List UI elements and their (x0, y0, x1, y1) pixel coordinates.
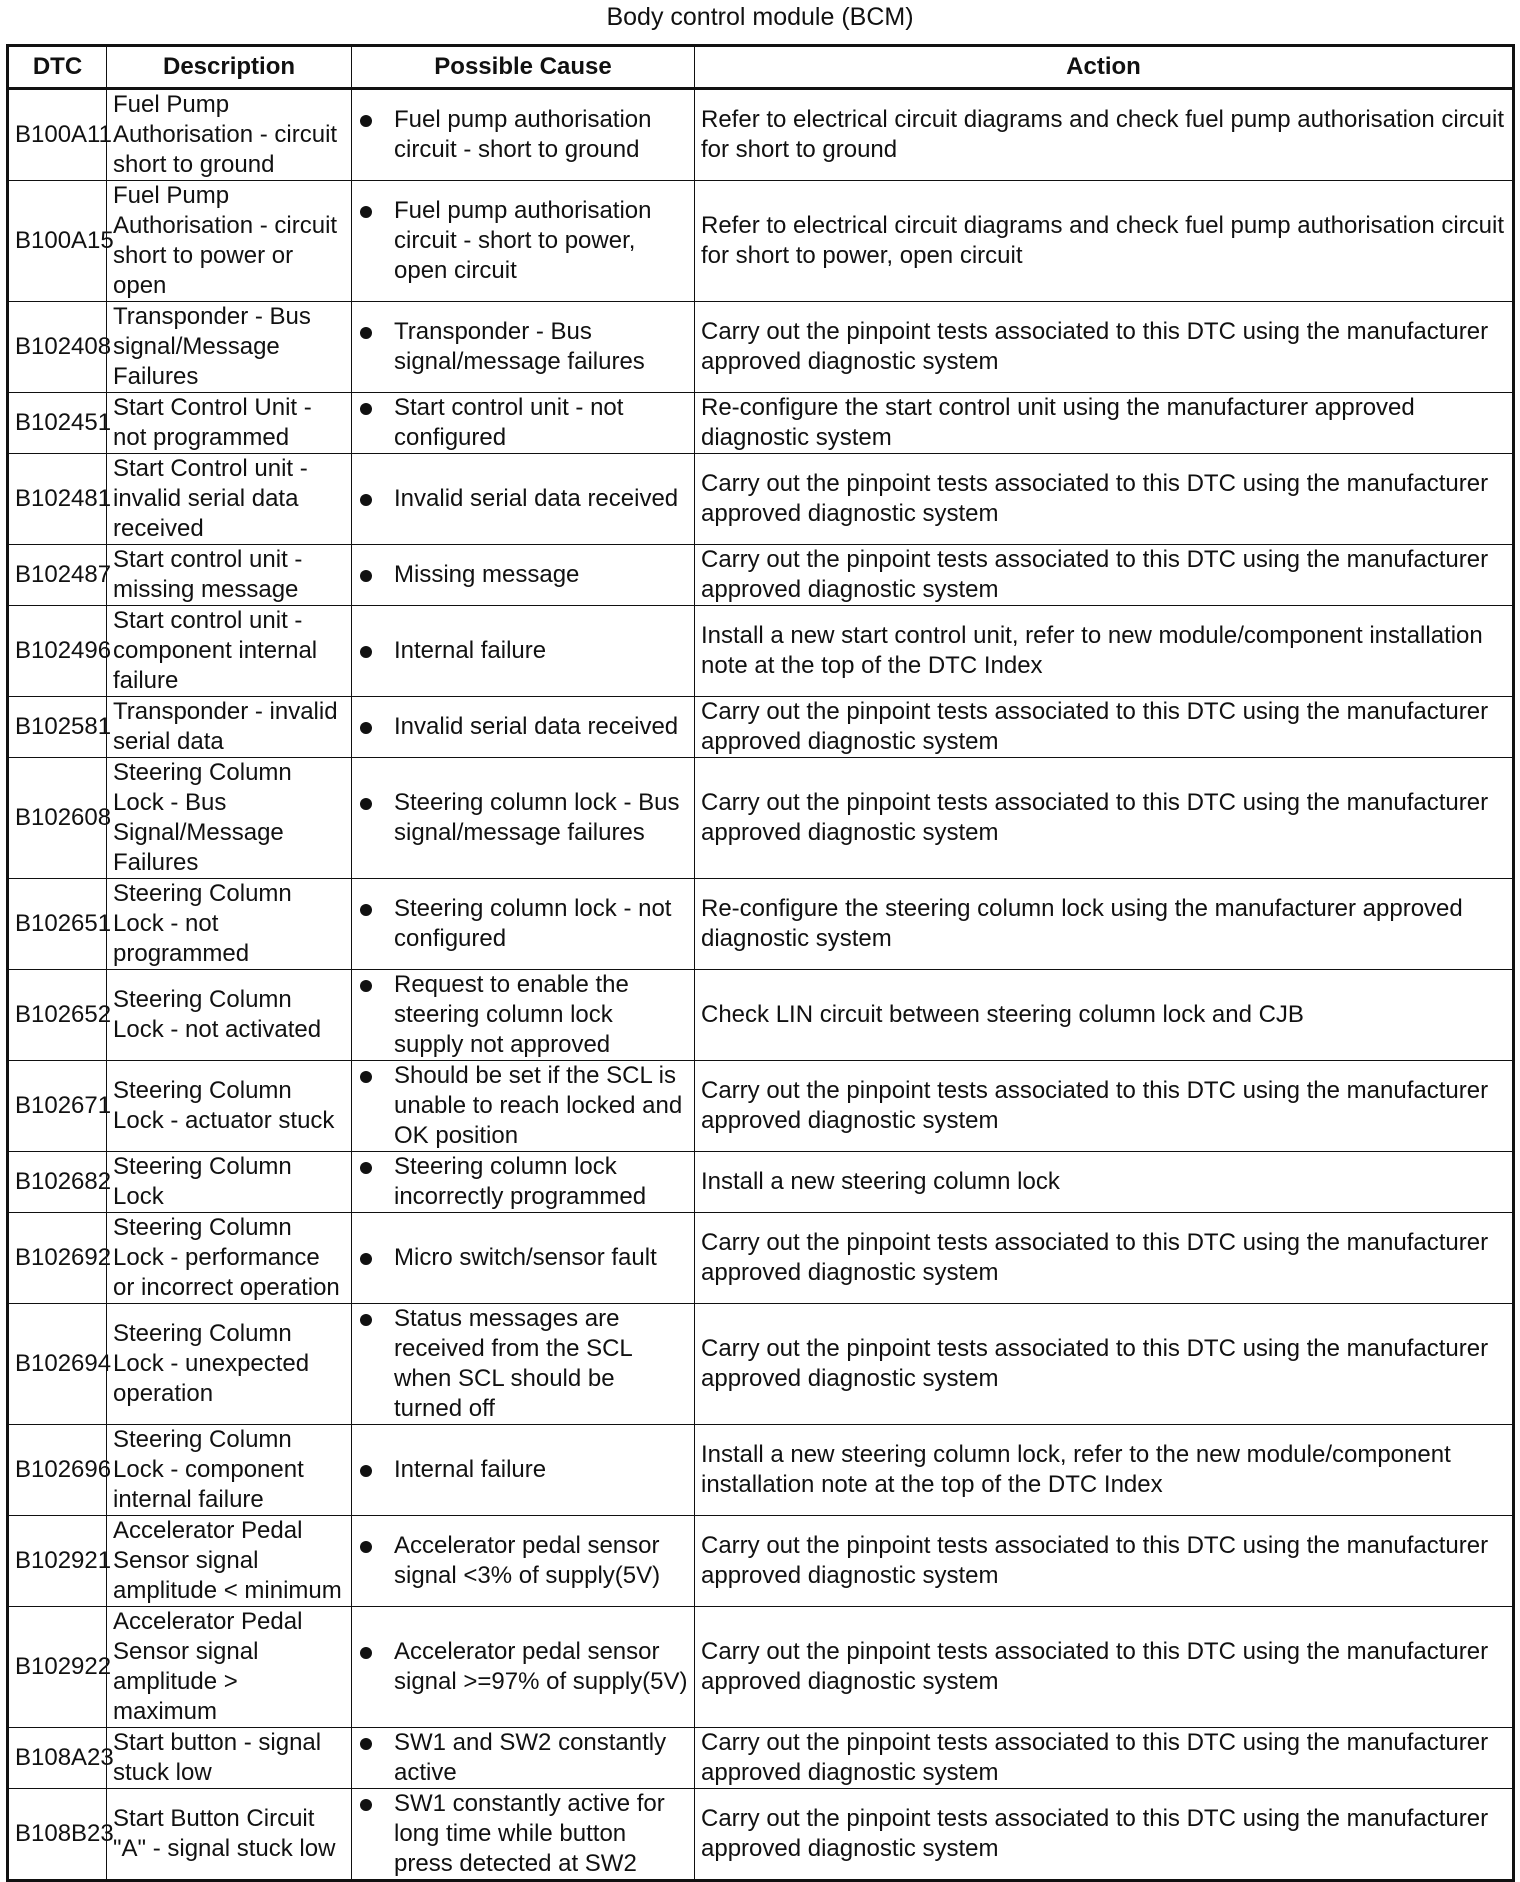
action-text: Carry out the pinpoint tests associated to this DTC using the manufacturer approved diagnostic system (695, 758, 1514, 879)
dtc-code: B102496 (8, 606, 107, 697)
document-title: Body control module (BCM) (606, 3, 914, 31)
table-row (8, 1789, 1514, 1881)
table-row (8, 697, 1514, 758)
cause-item: Fuel pump authorisation circuit - short to power, open circuit (358, 196, 688, 286)
possible-cause-cell (352, 1607, 695, 1728)
table-row (8, 393, 1514, 454)
dtc-code: B102408 (8, 302, 107, 393)
cause-list (358, 1728, 688, 1788)
cause-item: Start control unit - not configured (358, 393, 688, 453)
possible-cause-cell (352, 1728, 695, 1789)
possible-cause-cell (352, 879, 695, 970)
possible-cause-cell (352, 1516, 695, 1607)
table-row (8, 1607, 1514, 1728)
cause-item: Status messages are received from the SCL when SCL should be turned off (358, 1304, 688, 1424)
cause-item: Steering column lock - Bus signal/message failures (358, 788, 688, 848)
cause-list (358, 712, 688, 742)
table-row (8, 606, 1514, 697)
dtc-code: B102921 (8, 1516, 107, 1607)
table-row (8, 758, 1514, 879)
possible-cause-cell (352, 1061, 695, 1152)
table-row (8, 302, 1514, 393)
cause-list (358, 393, 688, 453)
possible-cause-cell (352, 1304, 695, 1425)
cause-list (358, 1637, 688, 1697)
possible-cause-cell (352, 1789, 695, 1881)
cause-list (358, 105, 688, 165)
cause-list (358, 1243, 688, 1273)
dtc-code: B102682 (8, 1152, 107, 1213)
table-row (8, 181, 1514, 302)
cause-list (358, 1531, 688, 1591)
cause-list (358, 317, 688, 377)
table-header-row (8, 46, 1514, 89)
action-text: Re-configure the start control unit using the manufacturer approved diagnostic system (695, 393, 1514, 454)
cause-item: Request to enable the steering column lock supply not approved (358, 970, 688, 1060)
dtc-code: B102651 (8, 879, 107, 970)
cause-list (358, 1304, 688, 1424)
header-possible-cause: Possible Cause (352, 46, 695, 89)
cause-item: Missing message (358, 560, 688, 590)
possible-cause-cell (352, 606, 695, 697)
table-row (8, 1304, 1514, 1425)
dtc-code: B102487 (8, 545, 107, 606)
possible-cause-cell (352, 1213, 695, 1304)
dtc-code: B102652 (8, 970, 107, 1061)
cause-item: Fuel pump authorisation circuit - short to ground (358, 105, 688, 165)
action-text: Install a new steering column lock (695, 1152, 1514, 1213)
action-text: Carry out the pinpoint tests associated to this DTC using the manufacturer approved diagnostic system (695, 454, 1514, 545)
table-row (8, 970, 1514, 1061)
table-body (8, 89, 1514, 1881)
cause-item: Should be set if the SCL is unable to reach locked and OK position (358, 1061, 688, 1151)
cause-list (358, 788, 688, 848)
cause-list (358, 894, 688, 954)
dtc-description: Start control unit - component internal failure (107, 606, 352, 697)
dtc-code: B102608 (8, 758, 107, 879)
action-text: Install a new start control unit, refer to new module/component installation note at the top of the DTC Index (695, 606, 1514, 697)
cause-item: Accelerator pedal sensor signal >=97% of supply(5V) (358, 1637, 688, 1697)
dtc-code: B102694 (8, 1304, 107, 1425)
dtc-description: Steering Column Lock - unexpected operation (107, 1304, 352, 1425)
cause-item: Internal failure (358, 1455, 688, 1485)
possible-cause-cell (352, 1152, 695, 1213)
dtc-code: B102481 (8, 454, 107, 545)
cause-list (358, 1455, 688, 1485)
dtc-code: B108B23 (8, 1789, 107, 1881)
cause-item: Accelerator pedal sensor signal <3% of supply(5V) (358, 1531, 688, 1591)
dtc-code: B102671 (8, 1061, 107, 1152)
dtc-description: Steering Column Lock (107, 1152, 352, 1213)
dtc-description: Steering Column Lock - not programmed (107, 879, 352, 970)
action-text: Carry out the pinpoint tests associated to this DTC using the manufacturer approved diagnostic system (695, 545, 1514, 606)
dtc-description: Start button - signal stuck low (107, 1728, 352, 1789)
table-row (8, 545, 1514, 606)
possible-cause-cell (352, 302, 695, 393)
table-row (8, 1728, 1514, 1789)
dtc-description: Start Control unit - invalid serial data received (107, 454, 352, 545)
cause-list (358, 196, 688, 286)
dtc-code: B108A23 (8, 1728, 107, 1789)
possible-cause-cell (352, 758, 695, 879)
dtc-code: B102922 (8, 1607, 107, 1728)
action-text: Carry out the pinpoint tests associated to this DTC using the manufacturer approved diagnostic system (695, 1516, 1514, 1607)
table-row (8, 879, 1514, 970)
action-text: Carry out the pinpoint tests associated to this DTC using the manufacturer approved diagnostic system (695, 1607, 1514, 1728)
possible-cause-cell (352, 545, 695, 606)
cause-list (358, 1152, 688, 1212)
dtc-code: B102692 (8, 1213, 107, 1304)
possible-cause-cell (352, 181, 695, 302)
dtc-description: Accelerator Pedal Sensor signal amplitude < minimum (107, 1516, 352, 1607)
header-action: Action (695, 46, 1514, 89)
dtc-code: B102581 (8, 697, 107, 758)
dtc-description: Fuel Pump Authorisation - circuit short to power or open (107, 181, 352, 302)
table-row (8, 1152, 1514, 1213)
dtc-description: Steering Column Lock - not activated (107, 970, 352, 1061)
action-text: Carry out the pinpoint tests associated to this DTC using the manufacturer approved diagnostic system (695, 697, 1514, 758)
table-row (8, 454, 1514, 545)
header-dtc: DTC (8, 46, 107, 89)
action-text: Carry out the pinpoint tests associated to this DTC using the manufacturer approved diagnostic system (695, 1213, 1514, 1304)
dtc-description: Steering Column Lock - component internal failure (107, 1425, 352, 1516)
cause-item: Invalid serial data received (358, 712, 688, 742)
action-text: Carry out the pinpoint tests associated to this DTC using the manufacturer approved diagnostic system (695, 1728, 1514, 1789)
cause-list (358, 970, 688, 1060)
dtc-code: B100A11 (8, 89, 107, 181)
dtc-code: B102696 (8, 1425, 107, 1516)
dtc-description: Steering Column Lock - performance or incorrect operation (107, 1213, 352, 1304)
cause-item: Steering column lock incorrectly programmed (358, 1152, 688, 1212)
action-text: Carry out the pinpoint tests associated to this DTC using the manufacturer approved diagnostic system (695, 1061, 1514, 1152)
possible-cause-cell (352, 697, 695, 758)
dtc-description: Steering Column Lock - Bus Signal/Message Failures (107, 758, 352, 879)
dtc-description: Transponder - Bus signal/Message Failures (107, 302, 352, 393)
action-text: Carry out the pinpoint tests associated to this DTC using the manufacturer approved diagnostic system (695, 1304, 1514, 1425)
action-text: Check LIN circuit between steering column lock and CJB (695, 970, 1514, 1061)
action-text: Install a new steering column lock, refer to the new module/component installation note at the top of the DTC Index (695, 1425, 1514, 1516)
cause-list (358, 636, 688, 666)
cause-item: SW1 constantly active for long time while button press detected at SW2 (358, 1789, 688, 1879)
action-text: Carry out the pinpoint tests associated to this DTC using the manufacturer approved diagnostic system (695, 1789, 1514, 1881)
cause-list (358, 484, 688, 514)
cause-item: SW1 and SW2 constantly active (358, 1728, 688, 1788)
table-row (8, 1061, 1514, 1152)
dtc-description: Fuel Pump Authorisation - circuit short to ground (107, 89, 352, 181)
table-row (8, 89, 1514, 181)
possible-cause-cell (352, 393, 695, 454)
possible-cause-cell (352, 89, 695, 181)
cause-item: Micro switch/sensor fault (358, 1243, 688, 1273)
header-description: Description (107, 46, 352, 89)
dtc-description: Steering Column Lock - actuator stuck (107, 1061, 352, 1152)
dtc-description: Start Button Circuit "A" - signal stuck low (107, 1789, 352, 1881)
dtc-description: Transponder - invalid serial data (107, 697, 352, 758)
cause-item: Invalid serial data received (358, 484, 688, 514)
table-row (8, 1516, 1514, 1607)
cause-list (358, 560, 688, 590)
dtc-table (6, 44, 1515, 1882)
cause-item: Internal failure (358, 636, 688, 666)
cause-list (358, 1789, 688, 1879)
action-text: Carry out the pinpoint tests associated to this DTC using the manufacturer approved diagnostic system (695, 302, 1514, 393)
cause-list (358, 1061, 688, 1151)
dtc-description: Start Control Unit - not programmed (107, 393, 352, 454)
dtc-code: B100A15 (8, 181, 107, 302)
table-row (8, 1425, 1514, 1516)
table-row (8, 1213, 1514, 1304)
action-text: Re-configure the steering column lock using the manufacturer approved diagnostic system (695, 879, 1514, 970)
cause-item: Transponder - Bus signal/message failures (358, 317, 688, 377)
dtc-description: Start control unit - missing message (107, 545, 352, 606)
possible-cause-cell (352, 970, 695, 1061)
cause-item: Steering column lock - not configured (358, 894, 688, 954)
dtc-description: Accelerator Pedal Sensor signal amplitude > maximum (107, 1607, 352, 1728)
possible-cause-cell (352, 1425, 695, 1516)
action-text: Refer to electrical circuit diagrams and check fuel pump authorisation circuit for short to ground (695, 89, 1514, 181)
action-text: Refer to electrical circuit diagrams and check fuel pump authorisation circuit for short to power, open circuit (695, 181, 1514, 302)
possible-cause-cell (352, 454, 695, 545)
dtc-code: B102451 (8, 393, 107, 454)
